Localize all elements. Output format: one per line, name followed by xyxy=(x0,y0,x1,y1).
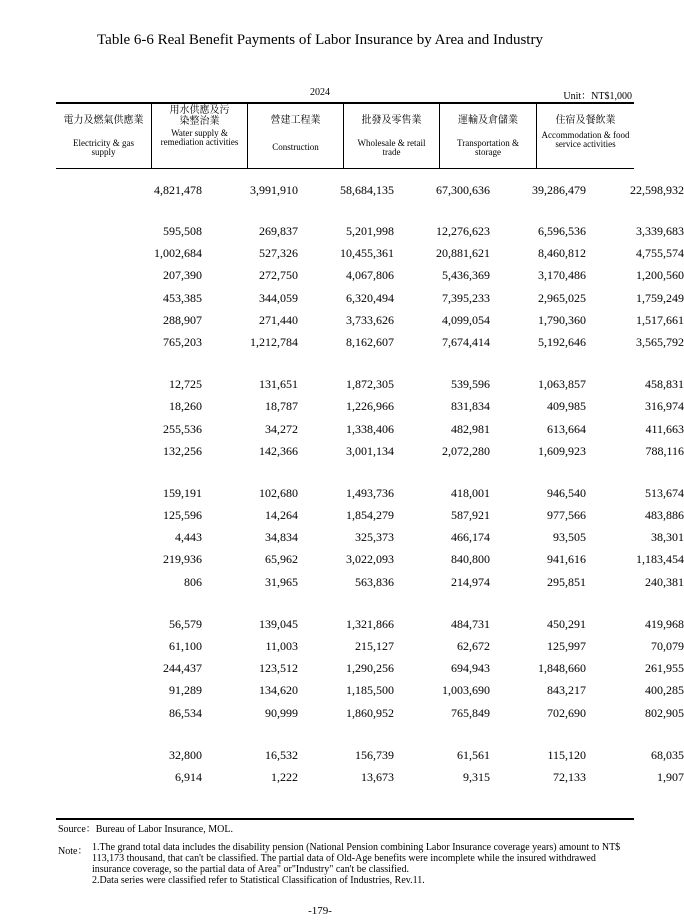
column-header-wholesale xyxy=(344,106,439,166)
table-cell: 527,326 xyxy=(259,246,298,260)
table-row xyxy=(56,614,684,634)
column-header-water xyxy=(152,106,247,166)
table-cell: 2,072,280 xyxy=(442,444,490,458)
table-cell: 272,750 xyxy=(259,268,298,282)
year-label: 2024 xyxy=(310,87,330,98)
table-cell: 458,831 xyxy=(645,377,684,391)
table-cell: 1,321,866 xyxy=(346,617,394,631)
table-row xyxy=(56,572,684,592)
table-cell: 86,534 xyxy=(169,706,202,720)
table-cell: 587,921 xyxy=(451,508,490,522)
table-cell: 513,674 xyxy=(645,486,684,500)
table-cell: 38,301 xyxy=(651,530,684,544)
table-cell: 2,965,025 xyxy=(538,291,586,305)
table-cell: 802,905 xyxy=(645,706,684,720)
table-cell: 90,999 xyxy=(265,706,298,720)
table-cell: 22,598,932 xyxy=(630,183,684,197)
table-cell: 142,366 xyxy=(259,444,298,458)
table-cell: 1,003,690 xyxy=(442,683,490,697)
table-cell: 483,886 xyxy=(645,508,684,522)
table-cell: 1,848,660 xyxy=(538,661,586,675)
table-cell: 5,201,998 xyxy=(346,224,394,238)
table-cell: 788,116 xyxy=(645,444,684,458)
table-cell: 1,493,736 xyxy=(346,486,394,500)
table-cell: 12,725 xyxy=(169,377,202,391)
table-cell: 32,800 xyxy=(169,748,202,762)
table-cell: 295,851 xyxy=(547,575,586,589)
table-cell: 34,272 xyxy=(265,422,298,436)
note-item: 2.Data series were classified refer to Statistical Classification of Industries, Rev.11. xyxy=(92,875,425,886)
table-cell: 453,385 xyxy=(163,291,202,305)
table-cell: 12,276,623 xyxy=(436,224,490,238)
header-bottom-rule xyxy=(56,168,634,169)
table-cell: 288,907 xyxy=(163,313,202,327)
table-cell: 8,460,812 xyxy=(538,246,586,260)
table-cell: 418,001 xyxy=(451,486,490,500)
table-cell: 325,373 xyxy=(355,530,394,544)
table-cell: 6,320,494 xyxy=(346,291,394,305)
table-row xyxy=(56,505,684,525)
notes xyxy=(92,842,632,886)
table-cell: 1,872,305 xyxy=(346,377,394,391)
table-cell: 3,022,093 xyxy=(346,552,394,566)
table-cell: 419,968 xyxy=(645,617,684,631)
table-cell: 34,834 xyxy=(265,530,298,544)
table-cell: 244,437 xyxy=(163,661,202,675)
table-cell: 156,739 xyxy=(355,748,394,762)
table-cell: 450,291 xyxy=(547,617,586,631)
column-header-en: Wholesale & retail trade xyxy=(357,137,426,157)
table-cell: 3,170,486 xyxy=(538,268,586,282)
table-cell: 4,067,806 xyxy=(346,268,394,282)
table-row xyxy=(56,221,684,241)
table-cell: 56,579 xyxy=(169,617,202,631)
table-row xyxy=(56,527,684,547)
table-cell: 3,733,626 xyxy=(346,313,394,327)
table-cell: 613,664 xyxy=(547,422,586,436)
table-cell: 61,561 xyxy=(457,748,490,762)
table-cell: 702,690 xyxy=(547,706,586,720)
table-cell: 946,540 xyxy=(547,486,586,500)
table-cell: 18,787 xyxy=(265,399,298,413)
table-cell: 482,981 xyxy=(451,422,490,436)
table-cell: 1,759,249 xyxy=(636,291,684,305)
table-cell: 484,731 xyxy=(451,617,490,631)
table-cell: 1,183,454 xyxy=(636,552,684,566)
table-cell: 409,985 xyxy=(547,399,586,413)
table-cell: 207,390 xyxy=(163,268,202,282)
table-row xyxy=(56,419,684,439)
column-header-zh: 運輸及倉儲業 xyxy=(458,115,518,126)
table-cell: 941,616 xyxy=(547,552,586,566)
table-cell: 5,192,646 xyxy=(538,335,586,349)
column-header-en: Water supply & remediation activities xyxy=(160,128,239,148)
column-header-en: Construction xyxy=(272,141,319,152)
table-cell: 411,663 xyxy=(645,422,684,436)
table-cell: 1,609,923 xyxy=(538,444,586,458)
table-cell: 102,680 xyxy=(259,486,298,500)
table-cell: 1,212,784 xyxy=(250,335,298,349)
table-cell: 159,191 xyxy=(163,486,202,500)
table-cell: 4,099,054 xyxy=(442,313,490,327)
table-cell: 4,443 xyxy=(175,530,202,544)
table-cell: 11,003 xyxy=(265,639,298,653)
table-cell: 68,035 xyxy=(651,748,684,762)
table-cell: 67,300,636 xyxy=(436,183,490,197)
table-cell: 125,596 xyxy=(163,508,202,522)
table-row xyxy=(56,703,684,723)
table-cell: 261,955 xyxy=(645,661,684,675)
table-cell: 134,620 xyxy=(259,683,298,697)
table-cell: 10,455,361 xyxy=(340,246,394,260)
column-header-accommodation xyxy=(537,106,634,166)
table-cell: 215,127 xyxy=(355,639,394,653)
table-cell: 20,881,621 xyxy=(436,246,490,260)
table-cell: 977,566 xyxy=(547,508,586,522)
table-cell: 400,285 xyxy=(645,683,684,697)
table-cell: 39,286,479 xyxy=(532,183,586,197)
column-header-en: Transportation & storage xyxy=(457,137,519,157)
table-cell: 1,290,256 xyxy=(346,661,394,675)
table-row xyxy=(56,658,684,678)
table-cell: 269,837 xyxy=(259,224,298,238)
table-cell: 1,002,684 xyxy=(154,246,202,260)
table-cell: 466,174 xyxy=(451,530,490,544)
note-label: Note： xyxy=(58,846,88,857)
table-cell: 214,974 xyxy=(451,575,490,589)
table-cell: 16,532 xyxy=(265,748,298,762)
table-row xyxy=(56,636,684,656)
table-cell: 255,536 xyxy=(163,422,202,436)
table-row xyxy=(56,265,684,285)
table-cell: 14,264 xyxy=(265,508,298,522)
table-cell: 61,100 xyxy=(169,639,202,653)
table-cell: 316,974 xyxy=(645,399,684,413)
table-row xyxy=(56,180,684,200)
table-cell: 1,854,279 xyxy=(346,508,394,522)
table-cell: 31,965 xyxy=(265,575,298,589)
table-title: Table 6-6 Real Benefit Payments of Labor Insurance by Area and Industry xyxy=(97,32,543,48)
table-cell: 1,063,857 xyxy=(538,377,586,391)
table-row xyxy=(56,441,684,461)
table-cell: 9,315 xyxy=(463,770,490,784)
table-cell: 765,203 xyxy=(163,335,202,349)
table-cell: 831,834 xyxy=(451,399,490,413)
table-cell: 595,508 xyxy=(163,224,202,238)
table-cell: 3,565,792 xyxy=(636,335,684,349)
table-row xyxy=(56,243,684,263)
table-row xyxy=(56,745,684,765)
header-top-rule xyxy=(56,102,634,104)
table-cell: 3,001,134 xyxy=(346,444,394,458)
table-cell: 806 xyxy=(184,575,202,589)
table-cell: 65,962 xyxy=(265,552,298,566)
table-cell: 125,997 xyxy=(547,639,586,653)
table-cell: 115,120 xyxy=(547,748,586,762)
table-cell: 1,200,560 xyxy=(636,268,684,282)
table-cell: 539,596 xyxy=(451,377,490,391)
column-header-electricity xyxy=(56,106,151,166)
table-cell: 240,381 xyxy=(645,575,684,589)
table-row xyxy=(56,288,684,308)
table-row xyxy=(56,483,684,503)
table-cell: 5,436,369 xyxy=(442,268,490,282)
table-cell: 7,674,414 xyxy=(442,335,490,349)
table-cell: 344,059 xyxy=(259,291,298,305)
table-row xyxy=(56,767,684,787)
table-cell: 4,755,574 xyxy=(636,246,684,260)
table-row xyxy=(56,374,684,394)
table-cell: 91,289 xyxy=(169,683,202,697)
table-cell: 694,943 xyxy=(451,661,490,675)
table-cell: 139,045 xyxy=(259,617,298,631)
table-bottom-rule xyxy=(56,818,634,820)
table-cell: 72,133 xyxy=(553,770,586,784)
source-note: Source：Bureau of Labor Insurance, MOL. xyxy=(58,824,233,835)
table-cell: 4,821,478 xyxy=(154,183,202,197)
table-row xyxy=(56,332,684,352)
column-header-transportation xyxy=(440,106,536,166)
table-cell: 271,440 xyxy=(259,313,298,327)
table-cell: 1,185,500 xyxy=(346,683,394,697)
table-cell: 563,836 xyxy=(355,575,394,589)
page-number: -179- xyxy=(308,905,332,917)
column-header-zh: 電力及燃氣供應業 xyxy=(63,115,144,126)
column-header-zh: 營建工程業 xyxy=(270,115,321,126)
table-cell: 132,256 xyxy=(163,444,202,458)
table-row xyxy=(56,549,684,569)
column-header-en: Electricity & gas supply xyxy=(73,137,134,157)
table-cell: 843,217 xyxy=(547,683,586,697)
table-cell: 3,991,910 xyxy=(250,183,298,197)
table-cell: 1,907 xyxy=(657,770,684,784)
table-cell: 219,936 xyxy=(163,552,202,566)
table-row xyxy=(56,310,684,330)
table-cell: 1,860,952 xyxy=(346,706,394,720)
column-header-en: Accommodation & food service activities xyxy=(541,129,630,149)
table-cell: 13,673 xyxy=(361,770,394,784)
table-cell: 1,226,966 xyxy=(346,399,394,413)
column-header-zh: 批發及零售業 xyxy=(361,115,422,126)
table-cell: 840,800 xyxy=(451,552,490,566)
table-cell: 131,651 xyxy=(259,377,298,391)
table-cell: 7,395,233 xyxy=(442,291,490,305)
table-cell: 1,338,406 xyxy=(346,422,394,436)
column-header-construction xyxy=(248,106,343,166)
table-cell: 62,672 xyxy=(457,639,490,653)
table-cell: 765,849 xyxy=(451,706,490,720)
table-cell: 93,505 xyxy=(553,530,586,544)
table-cell: 1,790,360 xyxy=(538,313,586,327)
table-row xyxy=(56,396,684,416)
table-cell: 58,684,135 xyxy=(340,183,394,197)
table-cell: 8,162,607 xyxy=(346,335,394,349)
table-cell: 3,339,683 xyxy=(636,224,684,238)
table-cell: 18,260 xyxy=(169,399,202,413)
column-header-zh: 用水供應及污染整治業 xyxy=(169,105,230,127)
table-cell: 123,512 xyxy=(259,661,298,675)
table-cell: 70,079 xyxy=(651,639,684,653)
unit-label: Unit：NT$1,000 xyxy=(563,91,632,102)
table-cell: 6,596,536 xyxy=(538,224,586,238)
table-cell: 1,517,661 xyxy=(636,313,684,327)
note-item: 1.The grand total data includes the disability pension (National Pension combining Labor Insurance coverage years) amount to NT$ 113,173 thousand, that can't be classified. The partial data of Old-Age benefits were incomplete while the insured withdrawed insurance coverage, so the partial data of Area" or"Industry" can't be classified. xyxy=(92,842,621,875)
column-header-zh: 住宿及餐飲業 xyxy=(555,115,616,126)
table-cell: 6,914 xyxy=(175,770,202,784)
table-row xyxy=(56,680,684,700)
table-cell: 1,222 xyxy=(271,770,298,784)
